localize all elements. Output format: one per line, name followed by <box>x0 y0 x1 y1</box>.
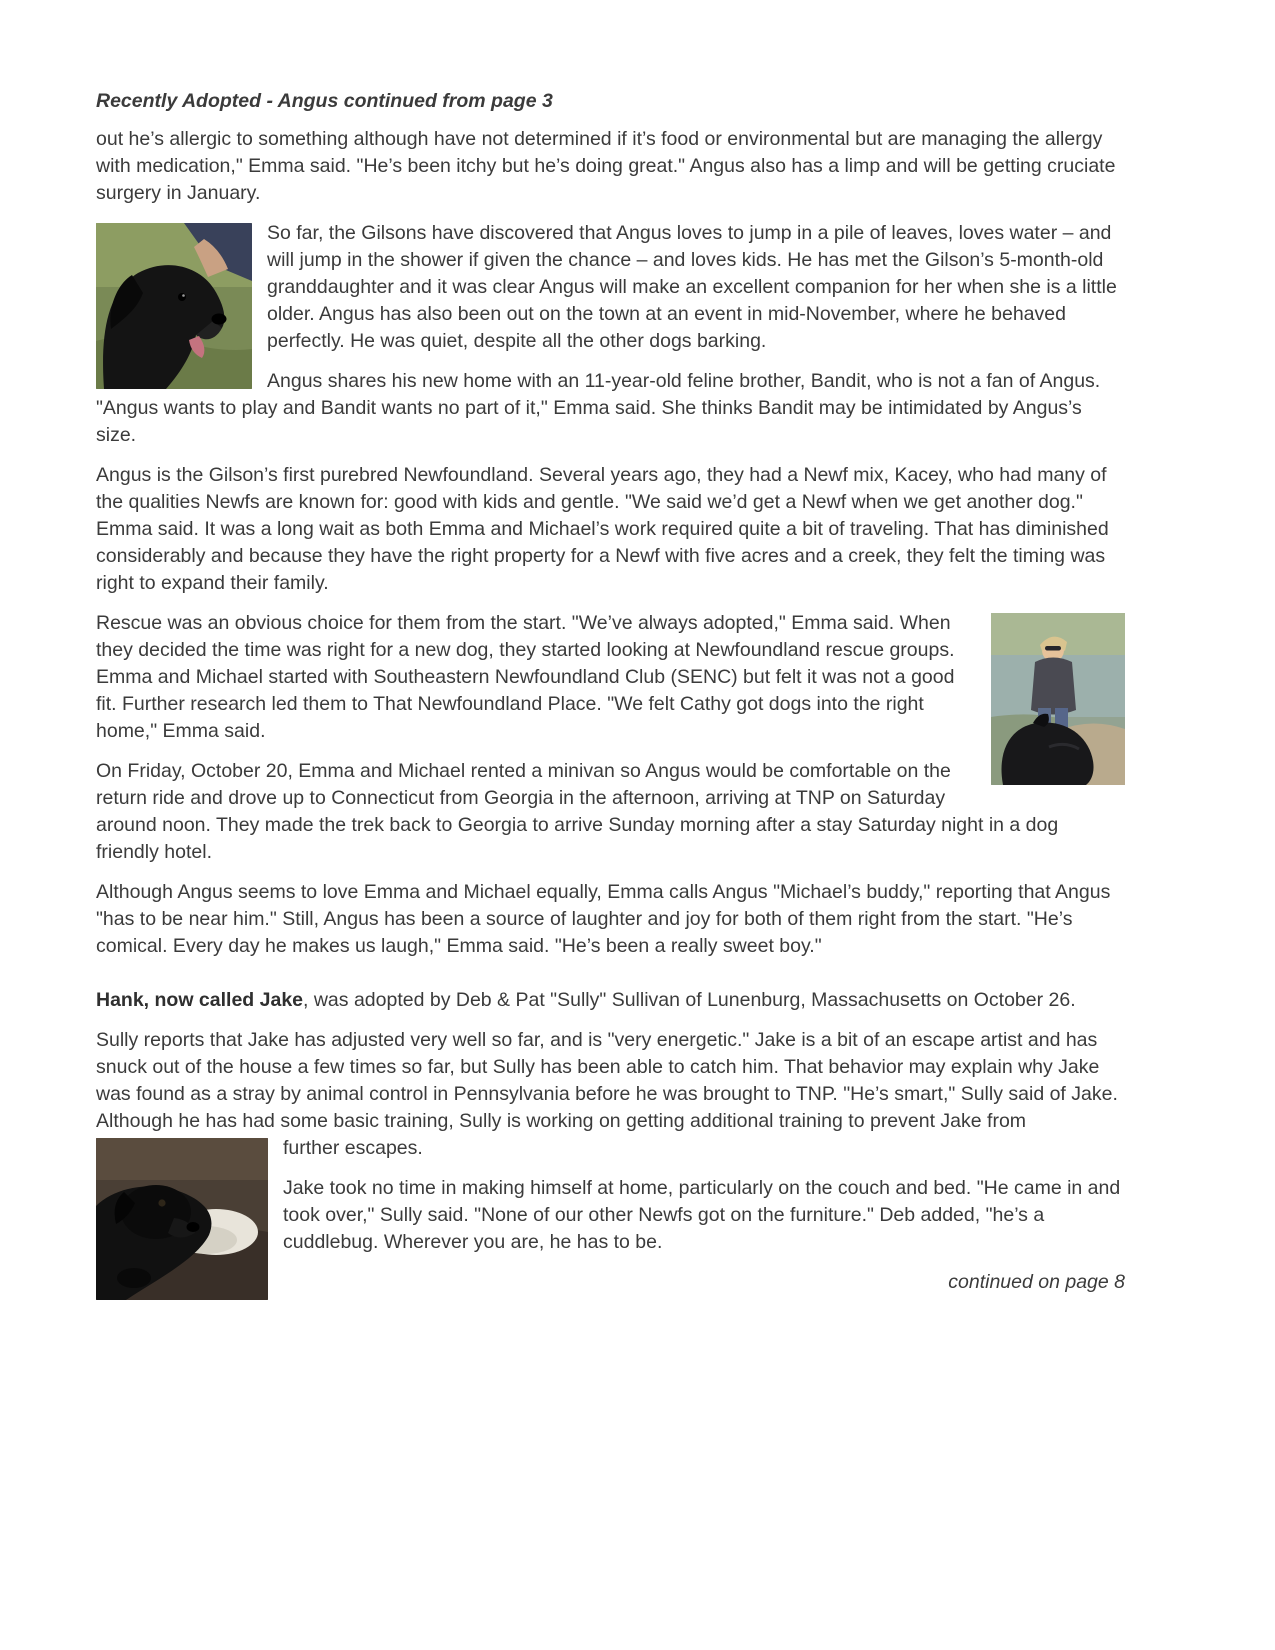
paragraph-jake-escapes-tail-text: further escapes. <box>283 1137 423 1159</box>
jake-name-lead: Hank, now called Jake <box>96 989 304 1011</box>
paragraph-jake-escapes-tail <box>96 1135 1125 1162</box>
paragraph-jake-adoption <box>96 987 1125 1014</box>
paragraph-first-newf-text: Angus is the Gilson’s first purebred Newfoundland. Several years ago, they had a Newf mix, Kacey, who had many of the qualities Newfs are known for: good with kids and gentle. "We said we’d get a Newf when we get another dog." Emma said. It was a long wait as both Emma and Michael’s work required quite a bit of traveling. That has diminished considerably and because they have the right property for a Newf with five acres and a creek, they felt the timing was right to expand their family. <box>96 464 1109 594</box>
paragraph-angus-discoveries <box>96 220 1125 355</box>
emma-with-dog-photo <box>991 613 1125 785</box>
page-header: Recently Adopted - Angus continued from page 3 <box>96 90 553 112</box>
paragraph-travel <box>96 758 1125 866</box>
paragraph-bandit-text: Angus shares his new home with an 11-year-old feline brother, Bandit, who is not a fan of Angus. "Angus wants to play and Bandit wants no part of it," Emma said. She thinks Bandit may be intimidated by Angus’s size. <box>96 370 1101 446</box>
continued-note: continued on page 8 <box>948 1271 1125 1293</box>
paragraph-allergy <box>96 126 1125 207</box>
jake-on-couch-photo <box>96 1138 268 1300</box>
paragraph-jake-couch-text: Jake took no time in making himself at home, particularly on the couch and bed. "He came in and took over," Sully said. "None of our other Newfs got on the furniture." Deb added, "he’s a cuddlebug. Wherever you are, he has to be. <box>283 1177 1121 1253</box>
paragraph-rescue-choice <box>96 610 1125 745</box>
paragraph-michaels-buddy <box>96 879 1125 960</box>
paragraph-jake-adoption-text: , was adopted by Deb & Pat "Sully" Sullivan of Lunenburg, Massachusetts on October 26. <box>303 989 1076 1011</box>
paragraph-first-newf <box>96 462 1125 597</box>
paragraph-allergy-text: out he’s allergic to something although have not determined if it’s food or environmental but are managing the allergy with medication," Emma said. "He’s been itchy but he’s doing great." Angus also has a limp and will be getting cruciate surgery in January. <box>96 128 1116 204</box>
angus-headshot-photo <box>96 223 252 389</box>
paragraph-michaels-buddy-text: Although Angus seems to love Emma and Michael equally, Emma calls Angus "Michael’s buddy," reporting that Angus "has to be near him." Still, Angus has been a source of laughter and joy for both of them right from the start. "He’s comical. Every day he makes us laugh," Emma said. "He’s been a really sweet boy." <box>96 881 1111 957</box>
paragraph-rescue-choice-text: Rescue was an obvious choice for them from the start. "We’ve always adopted," Emma said. When they decided the time was right for a new dog, they started looking at Newfoundland rescue groups. Emma and Michael started with Southeastern Newfoundland Club (SENC) but felt it was not a good fit. Further research led them to That Newfoundland Place. "We felt Cathy got dogs into the right home," Emma said. <box>96 612 955 742</box>
paragraph-jake-adjustment-text: Sully reports that Jake has adjusted very well so far, and is "very energetic." Jake is a bit of an escape artist and has snuck out of the house a few times so far, but Sully has been able to catch him. That behavior may explain why Jake was found as a stray by animal control in Pennsylvania before he was brought to TNP. "He’s smart," Sully said of Jake. Although he has had some basic training, Sully is working on getting additional training to prevent Jake from <box>96 1029 1118 1132</box>
paragraph-jake-adjustment <box>96 1027 1125 1135</box>
paragraph-travel-text: On Friday, October 20, Emma and Michael rented a minivan so Angus would be comfortable on the return ride and drove up to Connecticut from Georgia in the afternoon, arriving at TNP on Saturday around noon. They made the trek back to Georgia to arrive Sunday morning after a stay Saturday night in a dog friendly hotel. <box>96 760 1059 863</box>
paragraph-angus-discoveries-text: So far, the Gilsons have discovered that Angus loves to jump in a pile of leaves, loves water – and will jump in the shower if given the chance – and loves kids. He has met the Gilson’s 5-month-old granddaughter and it was clear Angus will make an excellent companion for her when she is a little older. Angus has also been out on the town at an event in mid-November, where he behaved perfectly. He was quiet, despite all the other dogs barking. <box>267 222 1117 352</box>
